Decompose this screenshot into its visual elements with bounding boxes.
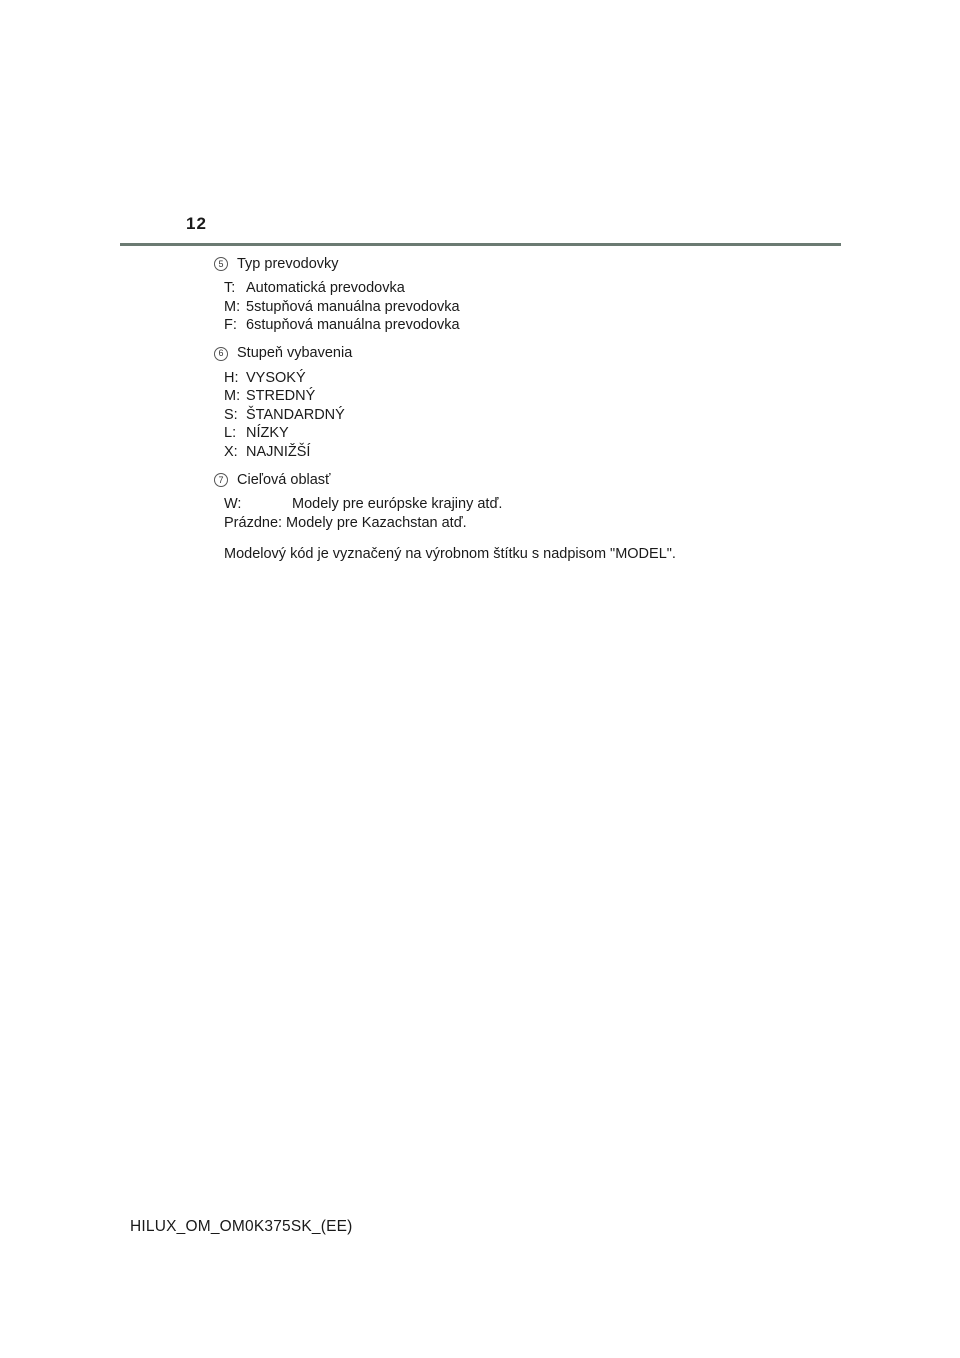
list-item <box>224 443 834 462</box>
item-text: 5stupňová manuálna prevodovka <box>246 298 460 315</box>
item-text: VYSOKÝ <box>246 369 306 386</box>
section-destination <box>214 470 834 532</box>
model-code-note: Modelový kód je vyznačený na výrobnom štítku s nadpisom "MODEL". <box>224 546 676 562</box>
item-code: W: <box>224 496 242 512</box>
item-text: 6stupňová manuálna prevodovka <box>246 317 460 333</box>
item-text: NÍZKY <box>246 425 289 441</box>
item-code: X: <box>224 443 238 460</box>
code-list <box>214 369 834 462</box>
section-trim-level <box>214 344 834 462</box>
item-code: S: <box>224 406 238 423</box>
list-item <box>224 424 834 443</box>
section-heading <box>214 344 834 364</box>
circled-number-icon: 7 <box>214 473 228 487</box>
item-code: Prázdne: <box>224 514 283 531</box>
list-item <box>224 279 834 298</box>
item-text: ŠTANDARDNÝ <box>246 406 345 423</box>
item-text: STREDNÝ <box>246 388 316 404</box>
item-code: H: <box>224 369 239 386</box>
code-list <box>214 495 834 532</box>
section-title: Stupeň vybavenia <box>237 345 353 362</box>
item-text: Modely pre európske krajiny atď. <box>292 496 503 512</box>
item-code: F: <box>224 317 237 333</box>
header-divider <box>120 243 841 246</box>
code-list <box>214 279 834 335</box>
circled-number-icon: 6 <box>214 347 228 361</box>
list-item <box>224 387 834 406</box>
page-number: 12 <box>186 214 207 233</box>
page-content <box>214 254 834 564</box>
document-id-footer: HILUX_OM_OM0K375SK_(EE) <box>130 1218 353 1235</box>
section-title: Cieľová oblasť <box>237 471 331 488</box>
list-item <box>224 514 834 533</box>
item-code: T: <box>224 280 236 296</box>
item-text: Automatická prevodovka <box>246 280 405 296</box>
section-title: Typ prevodovky <box>237 255 339 272</box>
list-item <box>224 316 834 335</box>
section-heading <box>214 470 834 490</box>
section-transmission-type <box>214 254 834 335</box>
list-item <box>224 298 834 317</box>
circled-number-icon: 5 <box>214 257 228 271</box>
item-code: M: <box>224 388 241 404</box>
list-item <box>224 495 834 514</box>
item-text: Modely pre Kazachstan atď. <box>286 514 467 531</box>
list-item <box>224 406 834 425</box>
item-text: NAJNIŽŠÍ <box>246 443 311 460</box>
section-heading <box>214 254 834 274</box>
list-item <box>224 369 834 388</box>
item-code: M: <box>224 298 241 315</box>
item-code: L: <box>224 425 237 441</box>
